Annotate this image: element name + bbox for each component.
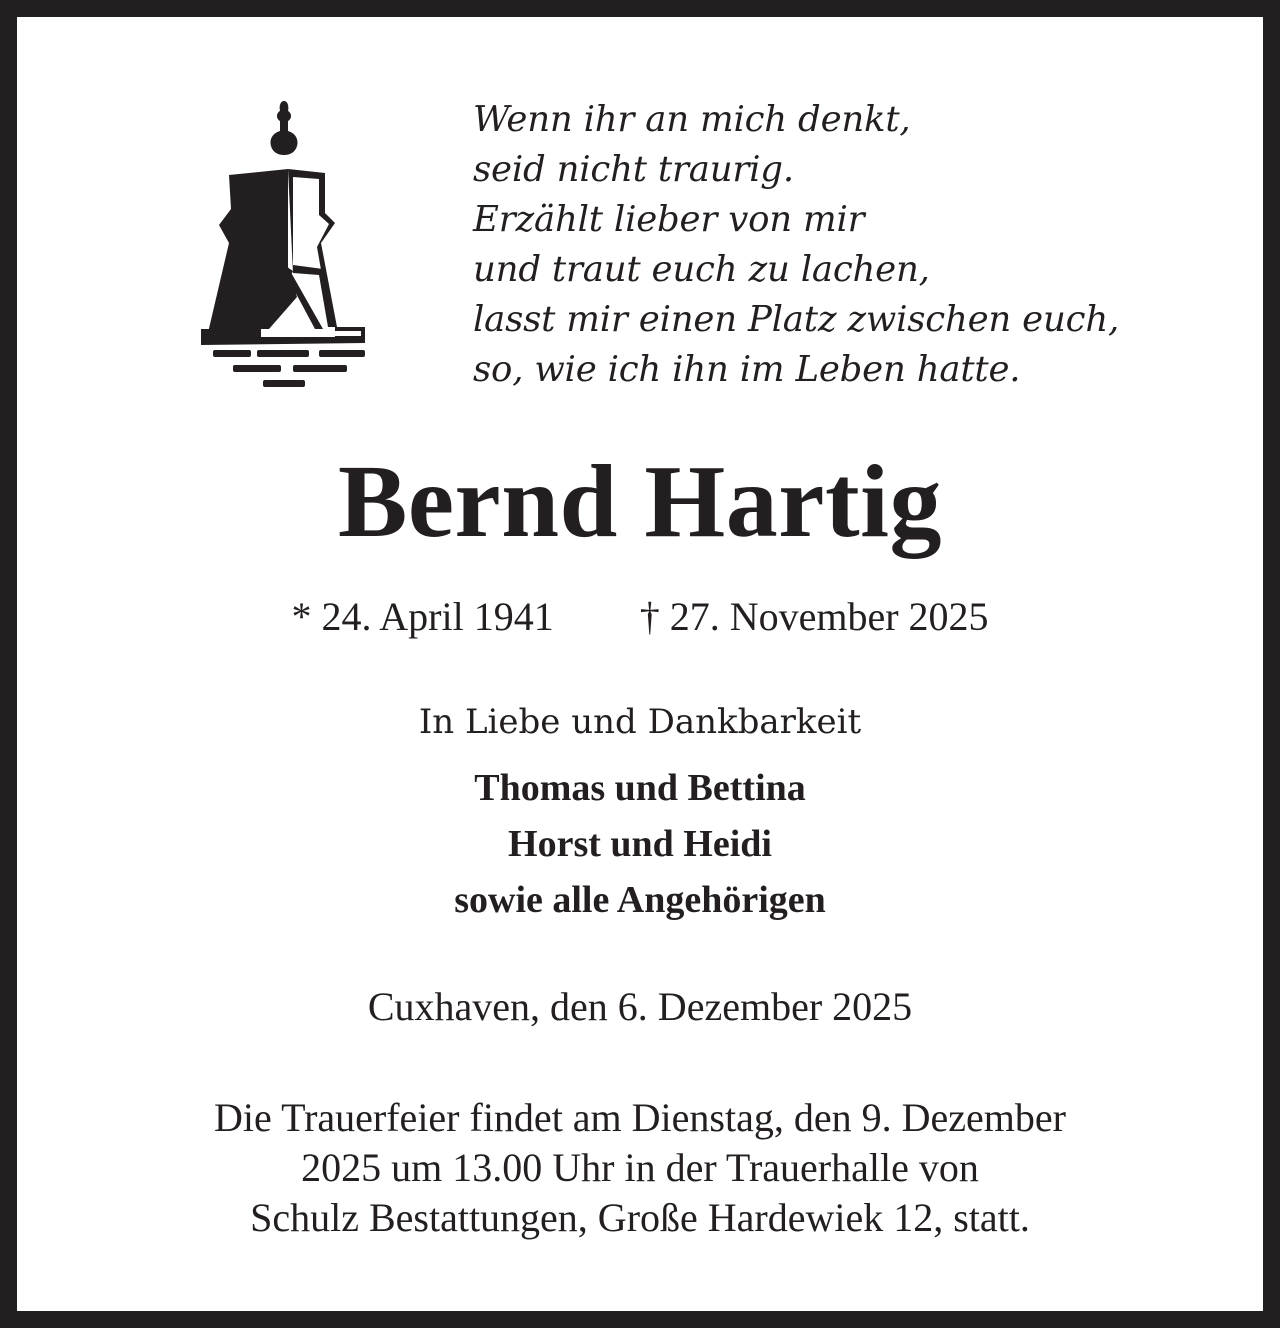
poem-line: so, wie ich ihn im Leben hatte. [473, 349, 1021, 390]
mourner-name: Horst und Heidi [508, 823, 772, 865]
service-line: Schulz Bestattungen, Große Hardewiek 12, statt. [250, 1195, 1030, 1240]
service-line: Die Trauerfeier findet am Dienstag, den 9. Dezember [214, 1095, 1066, 1140]
birth-date: * 24. April 1941 [291, 594, 554, 639]
life-dates [17, 589, 1263, 645]
mourner-names [17, 760, 1263, 928]
poem-line: Erzählt lieber von mir [473, 199, 865, 240]
mourner-name: Thomas und Bettina [474, 767, 806, 809]
poem-line: und traut euch zu lachen, [473, 249, 930, 290]
death-date: † 27. November 2025 [639, 594, 989, 639]
lighthouse-beacon-icon [185, 97, 385, 407]
poem-line: lasst mir einen Platz zwischen euch, [473, 299, 1120, 340]
poem-verse [473, 95, 1119, 395]
funeral-service-info [17, 1093, 1263, 1243]
deceased-name: Bernd Hartig [338, 444, 942, 559]
dedication-text: In Liebe und Dankbarkeit [418, 702, 862, 742]
poem-line: seid nicht traurig. [473, 149, 794, 190]
poem-line: Wenn ihr an mich denkt, [473, 99, 911, 140]
place-and-date: Cuxhaven, den 6. Dezember 2025 [367, 984, 913, 1029]
service-line: 2025 um 13.00 Uhr in der Trauerhalle von [301, 1145, 979, 1190]
obituary-card [17, 17, 1263, 1311]
mourner-name: sowie alle Angehörigen [454, 879, 826, 921]
